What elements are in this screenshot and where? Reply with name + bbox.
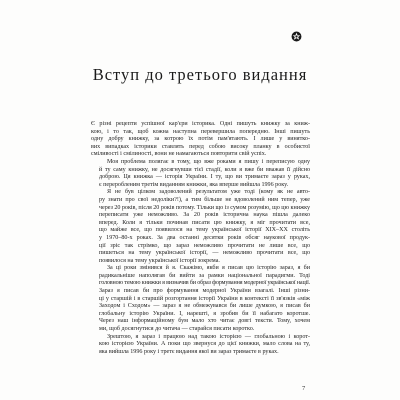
paragraph (91, 159, 310, 189)
text-line: одну добру книжку, за котрою їх потім пам'ятають. І лише у винятко- (91, 136, 310, 143)
text-line: ми, щоб досягнутися до читача — старайся писати коротко. (99, 326, 255, 333)
text-line: яка вийшла 1996 року і третє видання якої ви зараз тримаєте в руках. (99, 348, 279, 355)
body-text (91, 121, 310, 356)
text-line: у 1970–80-х роках. За два останні десятки років обсяг наукової продук- (99, 234, 310, 241)
text-line: вперед. Коли я тільки починав писати цю книжку, я міг прочитати все, (99, 219, 310, 226)
text-line: кою історією України. А поки що звернуся до цієї книжки, мало слова на ту, (99, 341, 310, 348)
text-line: Зрештою, я зараз і працюю над такою історією — глобальною і корот- (107, 333, 310, 340)
page-number: 7 (302, 385, 306, 392)
text-line: Моя проблема полягає в тому, що вже роками я пишу і переписую одну (107, 158, 310, 165)
text-line: пишеться на тему української історії, — неможливо прочитати все, що (99, 250, 310, 257)
text-line: головною темою книжки я визначив би образ формування модерної української нації. (99, 280, 311, 287)
text-line: глобальну історію України. І, нарешті, я зробив би її набагато коротше. (99, 310, 310, 317)
text-line: Зараз я писав би про формування модерної України взагалі. Інші різни- (99, 288, 310, 295)
text-line: переписати уже неможливо. За 20 років історична наука пішла далеко (99, 212, 310, 219)
text-line: ру знати про свої недоліки?!), а тим більше не вдоволений ним тепер, уже (99, 196, 310, 203)
text-line: радикальніше наполягав би вийти за рамки національної парадигми. Тоді (99, 272, 310, 279)
text-line: Через наш інформаційному бум мало хто читає довгі тексти. Тому, хочем (99, 318, 310, 325)
text-line: доброю. Ця книжка — історія України. І ту, що ви тримаєте зараз у руках, (99, 174, 310, 181)
publisher-logo-icon (291, 31, 302, 42)
text-line: що майже все, що появилося на тему української історії XIX–XX століть (99, 227, 310, 234)
text-line: Заходом і Сходом» — зараз я не обмежувався би лише думкою, я писав би (99, 303, 310, 310)
text-line: Я не був цілком задоволений результатом уже тоді (кому як не авто- (107, 189, 310, 196)
text-line: й ту саму книжку, не досягнувши тієї стадії, коли я вже би вважав її дійсно (99, 166, 310, 173)
text-line: ції зріс так стрімко, що зараз неможливо прочитати не лише все, що (99, 242, 310, 249)
paragraph (91, 189, 310, 265)
text-line: ці у старшій і в старшій розгортання історії України в контексті її зв'язків «між (99, 295, 310, 302)
text-line: є переробленим третім виданням книжки, яка вперше вийшла 1996 року. (99, 181, 289, 188)
chapter-title: Вступ до третього видання (92, 65, 308, 84)
paragraph (91, 334, 310, 357)
text-line: через 20 років, після 20 років потому. Тільки що із сумом розумію, що цю книжку (99, 204, 311, 211)
paragraph (91, 121, 310, 159)
text-line: сміливості і смілиності, вони не намагаються повторити свій успіх. (91, 151, 267, 158)
text-line: вих випадках історики ставлять перед собою високу планку в особистої (91, 143, 310, 150)
paragraph (91, 265, 310, 333)
text-line: Є різні рецепти успішної кар'єри історика. Одні пишуть книжку за книж- (91, 121, 310, 127)
text-line: кою, і то так, щоб кожна наступна перевершила попередню. Інші пишуть (91, 128, 310, 135)
text-line: За ці роки змінився й я. Скажімо, якби я писав цю історію зараз, я би (107, 265, 310, 272)
text-line: появилося на тему української історії зокрема. (99, 257, 220, 264)
